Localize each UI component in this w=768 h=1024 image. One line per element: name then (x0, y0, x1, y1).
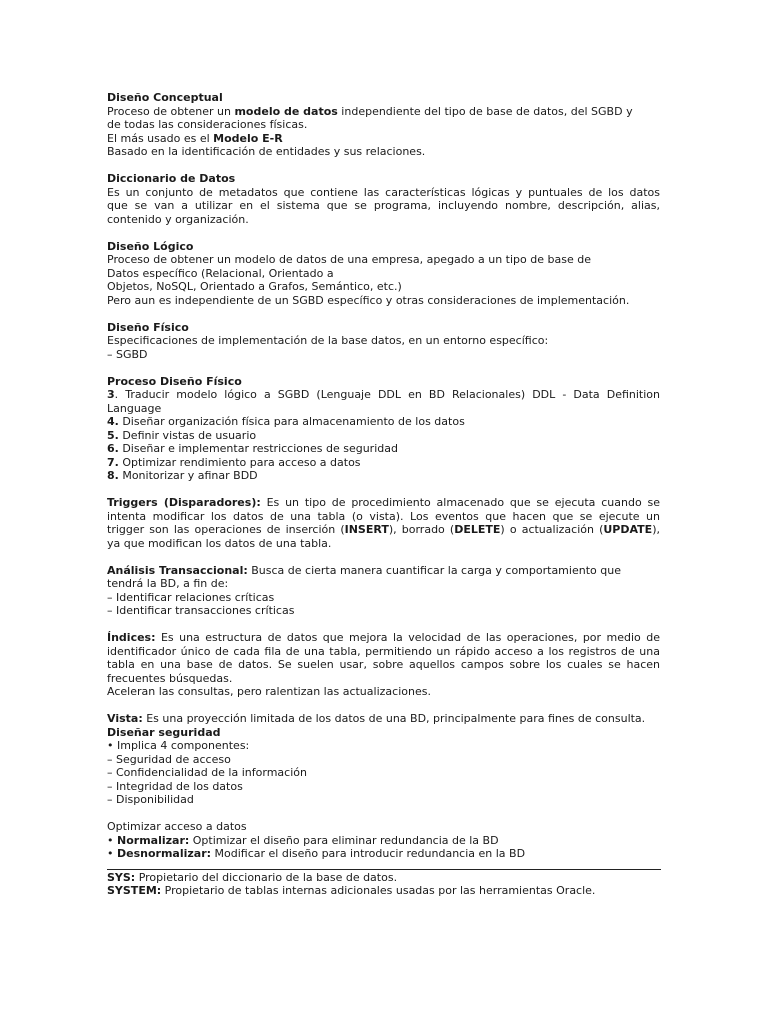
term-label: Triggers (Disparadores): (107, 496, 261, 509)
paragraph-line: Objetos, NoSQL, Orientado a Grafos, Semántico, etc.) (107, 280, 402, 293)
section-triggers (107, 496, 660, 550)
paragraph-line: Proceso de obtener un modelo de datos independiente del tipo de base de datos, del SGBD y (107, 104, 633, 118)
list-item: – Identificar relaciones críticas (107, 590, 275, 604)
paragraph-line: tendrá la BD, a fin de: (107, 577, 229, 590)
paragraph-line: intenta modificar los datos de una tabla (o vista). Los eventos que hacen que se ejecute un (107, 509, 660, 523)
section-optimizar (107, 820, 660, 861)
paragraph-line: Índices: Es una estructura de datos que mejora la velocidad de las operaciones, por medio de (107, 631, 660, 644)
list-item: – Seguridad de acceso (107, 752, 231, 766)
list-item: – Confidencialidad de la información (107, 766, 307, 779)
section-title: Diseño Conceptual (107, 91, 223, 104)
list-item-continuation: Language (107, 401, 162, 415)
section-title: Proceso Diseño Físico (107, 374, 242, 388)
paragraph-line: que se van a utilizar en el sistema que se programa, incluyendo nombre, descripción, alias, (107, 199, 660, 212)
term-label: SYS: (107, 870, 136, 884)
list-item: 5. Definir vistas de usuario (107, 428, 257, 442)
paragraph-line: Triggers (Disparadores): Es un tipo de procedimiento almacenado que se ejecuta cuando se (107, 496, 660, 509)
list-item: 6. Diseñar e implementar restricciones de seguridad (107, 442, 398, 455)
list-item: 7. Optimizar rendimiento para acceso a datos (107, 455, 361, 469)
paragraph-line: Es un conjunto de metadatos que contiene las características lógicas y puntuales de los datos (107, 185, 660, 199)
list-item: – Identificar transacciones críticas (107, 604, 295, 617)
section-diseno-fisico (107, 321, 660, 362)
list-item: • Desnormalizar: Modificar el diseño para introducir redundancia en la BD (107, 847, 526, 860)
section-title: Diseñar seguridad (107, 725, 221, 739)
section-title: Diseño Lógico (107, 239, 194, 253)
section-title: Diccionario de Datos (107, 172, 236, 185)
paragraph-line: ya que modifican los datos de una tabla. (107, 536, 332, 550)
list-item: 3. Traducir modelo lógico a SGBD (Lenguaje DDL en BD Relacionales) DDL - Data Definition (107, 388, 660, 401)
list-item: – Integridad de los datos (107, 779, 243, 793)
paragraph-line: Datos específico (Relacional, Orientado a (107, 266, 334, 280)
section-diseno-logico (107, 240, 660, 308)
term-label: Vista: (107, 712, 143, 725)
paragraph-line: contenido y organización. (107, 212, 249, 226)
paragraph-line: El más usado es el Modelo E-R (107, 131, 283, 145)
paragraph-line: identificador único de cada fila de una tabla, permitiendo un rápido acceso a los registros de una (107, 644, 660, 658)
section-title: Optimizar acceso a datos (107, 820, 247, 833)
list-item: – Disponibilidad (107, 793, 194, 806)
paragraph-line: frecuentes búsquedas. (107, 671, 233, 685)
list-item: • Normalizar: Optimizar el diseño para eliminar redundancia de la BD (107, 833, 499, 847)
section-users (107, 871, 660, 898)
paragraph-line: tabla en una base de datos. Se suelen usar, sobre aquellos campos sobre los cuales se hacen (107, 658, 660, 671)
horizontal-divider (107, 869, 661, 870)
section-proceso-diseno-fisico (107, 375, 660, 483)
paragraph-line: – SGBD (107, 347, 148, 361)
term-label: Índices: (107, 631, 156, 644)
term-label: SYSTEM: (107, 884, 162, 897)
paragraph-line: SYS: Propietario del diccionario de la base de datos. (107, 870, 398, 884)
paragraph-line: SYSTEM: Propietario de tablas internas adicionales usadas por las herramientas Oracle. (107, 884, 596, 897)
list-item: 8. Monitorizar y afinar BDD (107, 469, 258, 482)
section-vista (107, 712, 660, 807)
paragraph-line: Aceleran las consultas, pero ralentizan las actualizaciones. (107, 685, 431, 698)
paragraph-line: Especificaciones de implementación de la base datos, en un entorno específico: (107, 334, 549, 347)
paragraph-line: Basado en la identificación de entidades y sus relaciones. (107, 145, 426, 158)
section-diccionario-datos (107, 172, 660, 226)
paragraph-line: trigger son las operaciones de inserción (INSERT), borrado (DELETE) o actualización (UPDATE), (107, 523, 660, 536)
term-label: Análisis Transaccional: (107, 563, 248, 577)
paragraph-line: de todas las consideraciones físicas. (107, 118, 308, 131)
paragraph-line: Pero aun es independiente de un SGBD específico y otras consideraciones de implementación. (107, 293, 630, 307)
paragraph-line: Proceso de obtener un modelo de datos de una empresa, apegado a un tipo de base de (107, 253, 591, 266)
list-item: • Implica 4 componentes: (107, 739, 250, 752)
list-item: 4. Diseñar organización física para almacenamiento de los datos (107, 415, 465, 428)
paragraph-line: Vista: Es una proyección limitada de los datos de una BD, principalmente para fines de consulta. (107, 712, 646, 725)
paragraph-line: Análisis Transaccional: Busca de cierta manera cuantificar la carga y comportamiento que (107, 563, 621, 577)
section-analisis-transaccional (107, 564, 660, 618)
section-title: Diseño Físico (107, 320, 189, 334)
section-diseno-conceptual (107, 91, 660, 159)
section-indices (107, 631, 660, 699)
